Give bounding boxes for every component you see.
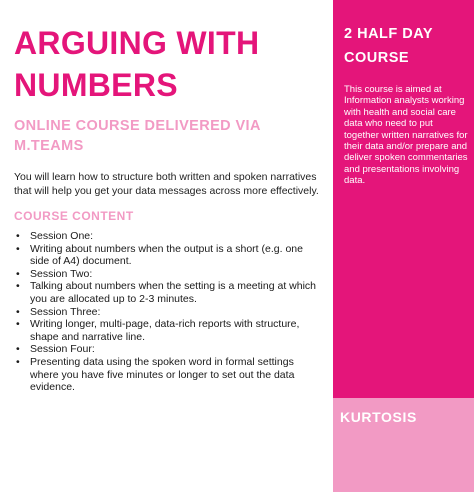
course-content-list [14, 230, 324, 394]
intro-paragraph: You will learn how to structure both written and spoken narratives that will help you get your data messages across more effectively. [14, 171, 319, 197]
list-item-text: Session Three: [30, 305, 101, 318]
course-subtitle [14, 116, 324, 156]
course-title-line-2: NUMBERS [14, 67, 178, 103]
bullet-icon: • [16, 343, 20, 356]
list-item-text: Session Four: [30, 343, 95, 356]
bullet-icon: • [16, 242, 20, 255]
course-subtitle-line-2: M.TEAMS [14, 138, 84, 154]
list-item-text: Writing about numbers when the output is a short (e.g. one side of A4) document. [30, 242, 303, 268]
bullet-icon: • [16, 267, 20, 280]
list-item-text: Talking about numbers when the setting is a meeting at which you are allocated up to 2-3 minutes. [30, 280, 316, 305]
course-title [14, 22, 324, 106]
list-item-text: Session Two: [30, 267, 93, 280]
sidebar-info-panel [333, 0, 474, 398]
list-item-text: Writing longer, multi-page, data-rich reports with structure, shape and narrative line. [30, 318, 300, 343]
list-item-text: Presenting data using the spoken word in formal settings where you have five minutes or longer to set out the data evidence. [30, 355, 295, 394]
list-item [14, 343, 324, 356]
course-title-line-1: ARGUING WITH [14, 25, 260, 61]
brand-name: KURTOSIS [340, 409, 417, 425]
course-subtitle-line-1: ONLINE COURSE DELIVERED VIA [14, 118, 261, 134]
duration-heading-line-2: COURSE [344, 50, 410, 66]
list-item [14, 318, 324, 343]
list-item [14, 280, 324, 305]
audience-description: This course is aimed at Information analysts working with health and social care data who need to put together written narratives for their data and/or prepare and deliver spoken commentaries and presentations involving data. [344, 84, 468, 187]
list-item [14, 230, 324, 243]
bullet-icon: • [16, 230, 20, 242]
list-item [14, 268, 324, 281]
bullet-icon: • [16, 355, 20, 368]
sidebar [333, 0, 474, 492]
list-item [14, 356, 324, 394]
bullet-icon: • [16, 318, 20, 331]
bullet-icon: • [16, 305, 20, 318]
course-content-heading: COURSE CONTENT [14, 209, 134, 223]
brand-panel [333, 398, 474, 492]
main-content [14, 22, 324, 394]
duration-heading-line-1: 2 HALF DAY [344, 26, 434, 42]
duration-heading [344, 22, 468, 70]
bullet-icon: • [16, 280, 20, 293]
list-item [14, 306, 324, 319]
list-item [14, 243, 324, 268]
list-item-text: Session One: [30, 230, 94, 242]
